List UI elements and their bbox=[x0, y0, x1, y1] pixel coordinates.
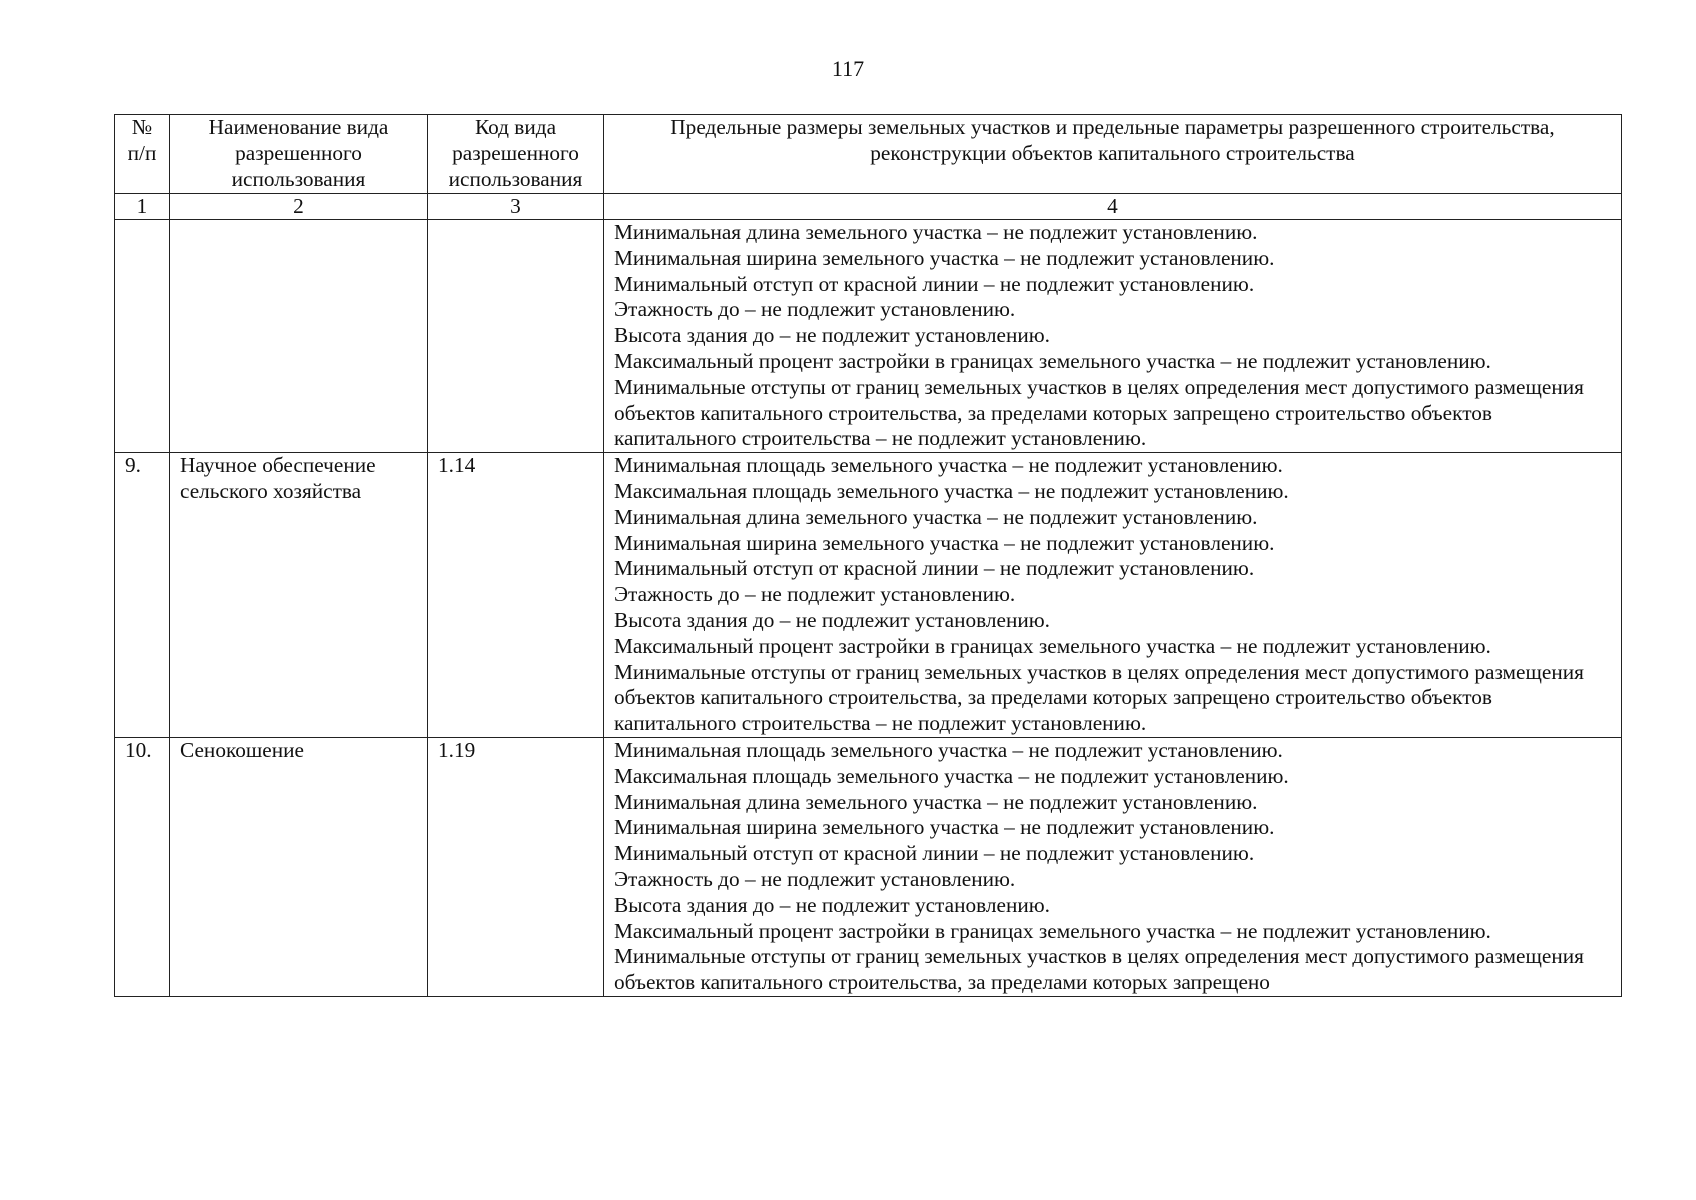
row-number bbox=[115, 220, 170, 453]
row-use-code: 1.19 bbox=[428, 737, 604, 996]
header-parameters: Предельные размеры земельных участков и предельные параметры разрешенного строительства, реконструкции объектов капитального строительства bbox=[604, 115, 1622, 194]
param-min-length: Минимальная длина земельного участка – не подлежит установлению. bbox=[614, 789, 1258, 814]
column-index-1: 1 bbox=[115, 194, 170, 220]
param-min-boundary-offsets: Минимальные отступы от границ земельных участков в целях определения мест допустимого размещения объектов капитального строительства, за пределами которых запрещено строительство объектов капитального строительства – не подлежит установлению. bbox=[614, 374, 1584, 451]
param-max-coverage: Максимальный процент застройки в границах земельного участка – не подлежит установлению. bbox=[614, 918, 1491, 943]
table-body bbox=[115, 220, 1622, 997]
row-number: 9. bbox=[115, 453, 170, 738]
row-use-code: 1.14 bbox=[428, 453, 604, 738]
row-use-name bbox=[170, 220, 428, 453]
param-floors: Этажность до – не подлежит установлению. bbox=[614, 866, 1016, 891]
row-use-code bbox=[428, 220, 604, 453]
param-min-red-line-offset: Минимальный отступ от красной линии – не подлежит установлению. bbox=[614, 841, 1255, 866]
param-floors: Этажность до – не подлежит установлению. bbox=[614, 582, 1016, 607]
param-max-coverage: Максимальный процент застройки в границах земельного участка – не подлежит установлению. bbox=[614, 348, 1491, 373]
header-use-name: Наименование вида разрешенного использования bbox=[170, 115, 428, 194]
column-index-4: 4 bbox=[604, 194, 1622, 220]
table-row bbox=[115, 453, 1622, 738]
param-building-height: Высота здания до – не подлежит установлению. bbox=[614, 607, 1051, 632]
param-min-width: Минимальная ширина земельного участка – не подлежит установлению. bbox=[614, 815, 1275, 840]
param-min-red-line-offset: Минимальный отступ от красной линии – не подлежит установлению. bbox=[614, 271, 1255, 296]
row-parameters bbox=[604, 737, 1622, 996]
row-parameters bbox=[604, 220, 1622, 453]
table-row bbox=[115, 220, 1622, 453]
param-min-width: Минимальная ширина земельного участка – не подлежит установлению. bbox=[614, 530, 1275, 555]
row-number: 10. bbox=[115, 737, 170, 996]
header-use-code: Код вида разрешенного использования bbox=[428, 115, 604, 194]
param-building-height: Высота здания до – не подлежит установлению. bbox=[614, 892, 1051, 917]
param-min-red-line-offset: Минимальный отступ от красной линии – не подлежит установлению. bbox=[614, 556, 1255, 581]
param-building-height: Высота здания до – не подлежит установлению. bbox=[614, 323, 1051, 348]
row-use-name: Сенокошение bbox=[170, 737, 428, 996]
param-min-area: Минимальная площадь земельного участка – не подлежит установлению. bbox=[614, 737, 1283, 762]
param-min-width: Минимальная ширина земельного участка – не подлежит установлению. bbox=[614, 245, 1275, 270]
table-column-index-row bbox=[115, 194, 1622, 220]
row-use-name: Научное обеспечение сельского хозяйства bbox=[170, 453, 428, 738]
param-min-length: Минимальная длина земельного участка – не подлежит установлению. bbox=[614, 220, 1258, 244]
param-floors: Этажность до – не подлежит установлению. bbox=[614, 297, 1016, 322]
param-min-length: Минимальная длина земельного участка – не подлежит установлению. bbox=[614, 504, 1258, 529]
param-min-boundary-offsets: Минимальные отступы от границ земельных участков в целях определения мест допустимого размещения объектов капитального строительства, за пределами которых запрещено bbox=[614, 944, 1584, 995]
param-min-boundary-offsets: Минимальные отступы от границ земельных участков в целях определения мест допустимого размещения объектов капитального строительства, за пределами которых запрещено строительство объектов капитального строительства – не подлежит установлению. bbox=[614, 659, 1584, 736]
column-index-2: 2 bbox=[170, 194, 428, 220]
param-max-area: Максимальная площадь земельного участка – не подлежит установлению. bbox=[614, 763, 1289, 788]
header-number: № п/п bbox=[115, 115, 170, 194]
table-row bbox=[115, 737, 1622, 996]
table-header-row bbox=[115, 115, 1622, 194]
land-use-table bbox=[114, 114, 1622, 997]
row-parameters bbox=[604, 453, 1622, 738]
param-max-coverage: Максимальный процент застройки в границах земельного участка – не подлежит установлению. bbox=[614, 633, 1491, 658]
column-index-3: 3 bbox=[428, 194, 604, 220]
page-number: 117 bbox=[831, 56, 865, 81]
param-max-area: Максимальная площадь земельного участка – не подлежит установлению. bbox=[614, 478, 1289, 503]
param-min-area: Минимальная площадь земельного участка – не подлежит установлению. bbox=[614, 453, 1283, 478]
